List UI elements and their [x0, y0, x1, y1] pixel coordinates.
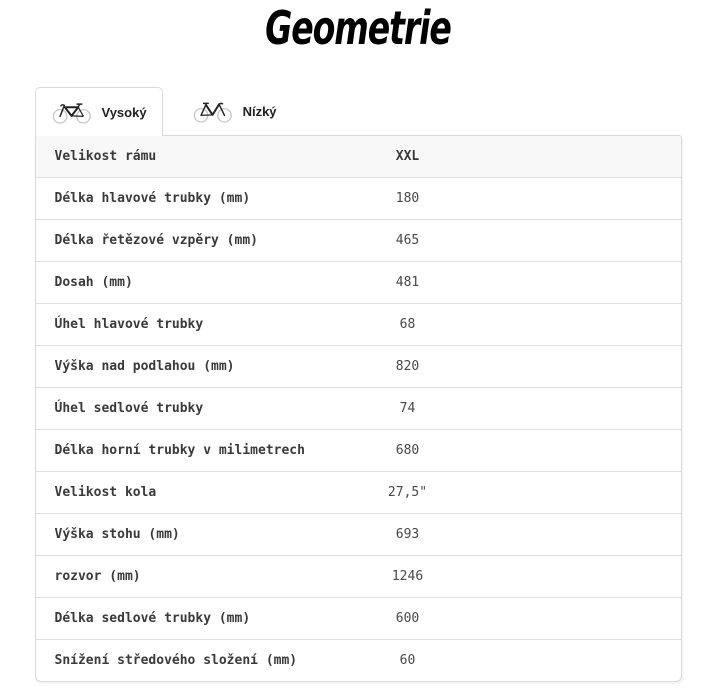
table-row	[36, 513, 681, 555]
row-value: 465	[395, 233, 420, 248]
frame-type-tabs	[35, 87, 682, 135]
tab-vysoky[interactable]	[35, 87, 163, 136]
row-value: 68	[399, 317, 416, 332]
table-row	[36, 387, 681, 429]
page-title: Geometrie	[265, 1, 451, 55]
table-row	[36, 136, 681, 177]
row-label: Velikost kola	[54, 485, 157, 500]
table-row	[36, 597, 681, 639]
row-label: Délka hlavové trubky (mm)	[54, 191, 251, 206]
table-row	[36, 303, 681, 345]
row-label: Úhel sedlové trubky	[54, 401, 204, 416]
row-value: 180	[395, 191, 420, 206]
table-row	[36, 429, 681, 471]
table-row	[36, 177, 681, 219]
bike-high-frame-icon	[51, 100, 93, 125]
row-label: Úhel hlavové trubky	[54, 317, 204, 332]
row-value: 481	[395, 275, 420, 290]
row-value: 1246	[391, 569, 424, 584]
row-label: Délka řetězové vzpěry (mm)	[54, 233, 258, 248]
row-label: Velikost rámu	[54, 149, 157, 164]
row-value: 693	[395, 527, 420, 542]
row-label: Snížení středového složení (mm)	[54, 653, 298, 668]
row-value: 60	[399, 653, 416, 668]
row-value: 27,5"	[387, 485, 428, 500]
tab-nizky[interactable]	[177, 87, 292, 135]
row-value: 820	[395, 359, 420, 374]
row-label: Dosah (mm)	[54, 275, 133, 290]
table-row	[36, 345, 681, 387]
row-label: Výška nad podlahou (mm)	[54, 359, 235, 374]
row-value: XXL	[395, 149, 420, 164]
row-label: Výška stohu (mm)	[54, 527, 180, 542]
table-row	[36, 471, 681, 513]
table-row	[36, 555, 681, 597]
row-label: rozvor (mm)	[54, 569, 141, 584]
row-label: Délka horní trubky v milimetrech	[54, 443, 305, 458]
table-row	[36, 261, 681, 303]
row-value: 74	[399, 401, 416, 416]
page-header	[0, 0, 716, 54]
table-row	[36, 219, 681, 261]
row-value: 600	[395, 611, 420, 626]
bike-low-frame-icon	[192, 99, 234, 124]
row-value: 680	[395, 443, 420, 458]
geometry-table	[35, 135, 682, 682]
row-label: Délka sedlové trubky (mm)	[54, 611, 251, 626]
geometry-section	[35, 87, 682, 682]
tab-vysoky-label: Vysoký	[101, 104, 147, 120]
table-row	[36, 639, 681, 681]
tab-nizky-label: Nízký	[242, 103, 277, 119]
